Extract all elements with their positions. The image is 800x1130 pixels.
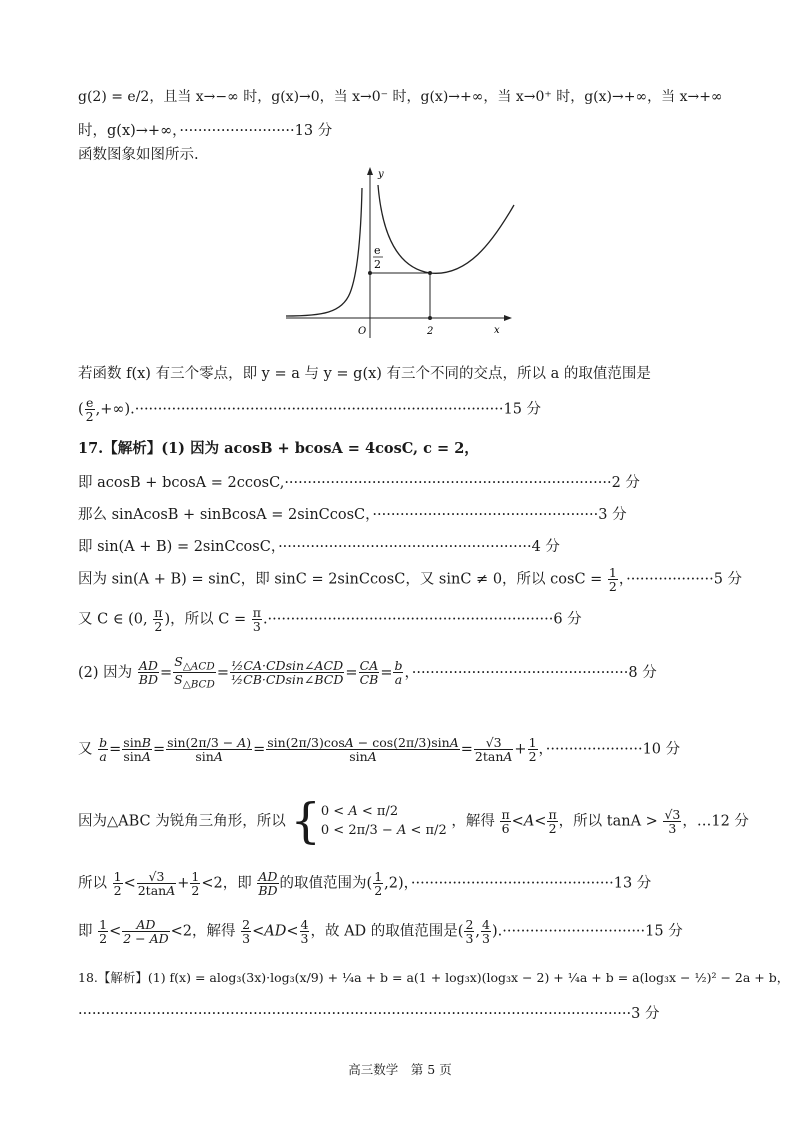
fraction-pi-2: $\frac{\pi}{2}$ [154,605,163,635]
text-line-5: ( $\frac{e}{2}$ ,+∞).················································································15 分 [78,395,542,425]
fraction-ad-bd-b: $\frac{AD}{BD}$ [258,869,278,899]
q18-heading: 18.【解析】(1) f(x) = alog₃(3x)·log₃(x/9) + ¼a + b = a(1 + log₃x)(log₃x − 2) + ¼a + b = a(log₃x − ½)² − 2a + b， [78,970,790,985]
q17-line-4-content: 即 sin(A + B) = 2sinCcosC， [78,539,279,555]
fraction-1-2c: $\frac{1}{2}$ [191,869,200,899]
fraction-ad-2-ad: $\frac{AD}{2 - AD}$ [123,917,169,947]
y-axis-label: y [378,169,384,180]
score-15b: 15 分 [645,923,683,940]
fraction-area-ratio: $\frac{S_{\triangle ACD}}{S_{\triangle BCD}}$ [174,654,215,691]
q17-line-3-content: 那么 sinAcosB + sinBcosA = 2sinCcosC， [78,507,373,523]
q17-part-2: (2) 因为 $\frac{AD}{BD}$ = $\frac{S_{\triangle ACD}}{S_{\triangle BCD}}$ = $\frac{\text{½CA·CDsin∠ACD}}{\text{½CB·CDsin∠BCD}}$ = $\frac{CA}{CB}$ = $\frac{b}{a}$ ，···············································8 分 [78,654,657,691]
q17-line-9-part-b: ，解得 [451,813,495,830]
x-tick-label: 2 [427,326,434,337]
leader-dots: ························································································································ [78,1006,632,1022]
q17-line-10-part-a: 所以 [78,875,107,892]
fraction-4-3: $\frac{4}{3}$ [300,917,309,947]
min-point [428,271,432,275]
fraction-1-2d: $\frac{1}{2}$ [374,869,383,899]
score-4: 4 分 [531,539,560,555]
q17-line-10: 所以 $\frac{1}{2}$ < $\frac{√3}{2\tan A}$ + $\frac{1}{2}$ <2，即 $\frac{AD}{BD}$ 的取值范围为( $\frac{1}{2}$ ,2)，············································13 分 [78,869,652,899]
score-5: 5 分 [713,571,743,588]
curve-right-branch [378,185,514,273]
score-3: 3 分 [598,507,627,523]
fraction-1-2b: $\frac{1}{2}$ [113,869,122,899]
fraction-4-3b: $\frac{4}{3}$ [482,917,490,947]
score-15: 15 分 [503,401,542,418]
leader-dots: ····················· [545,741,643,758]
fraction-ad-bd: $\frac{AD}{BD}$ [138,658,158,688]
q17-line-6: 又 C ∈ (0, $\frac{\pi}{2}$ )，所以 C = $\frac{\pi}{3}$ .······························································6 分 [78,605,582,635]
q17-line-9-part-c: ，所以 tanA > [558,813,658,830]
origin-label: O [358,326,367,337]
y-axis-arrow-icon [367,167,373,175]
score-10: 10 分 [642,741,681,758]
q17-line-9-part-a: 因为△ABC 为锐角三角形，所以 [78,813,286,830]
q17-line-6-part-b: )，所以 C = [164,611,247,628]
leader-dots: ················································································ [134,401,504,418]
leader-dots: ··················· [626,571,714,588]
leader-dots: ······························································ [267,611,554,628]
q17-line-4 [78,535,560,556]
q17-line-11-part-a: 即 [78,923,93,940]
fraction-ca-cb: $\frac{CA}{CB}$ [359,658,379,688]
score-3b: 3 分 [631,1006,660,1022]
fraction-area-expression: $\frac{\text{½CA·CDsin∠ACD}}{\text{½CB·CDsin∠BCD}}$ [231,658,344,688]
e-over-2-num: e [374,244,381,257]
leader-dots: ················································· [372,507,599,523]
q17-line-11: 即 $\frac{1}{2}$ < $\frac{AD}{2 - AD}$ <2，解得 $\frac{2}{3}$ <AD< $\frac{4}{3}$ ，故 AD 的取值范围是( $\frac{2}{3}$ , $\frac{4}{3}$ ).·······························15 分 [78,917,683,947]
x-axis-arrow-icon [504,315,512,321]
fraction-pi-3: $\frac{\pi}{3}$ [252,605,261,635]
q17-heading: 17.【解析】(1) 因为 acosB + bcosA = 4cosC, c = 2， [78,440,479,457]
q17-line-6-part-a: 又 C ∈ (0, [78,611,148,628]
y-intercept-point [368,271,372,275]
score-13b: 13 分 [613,875,652,892]
fraction-sqrt3-3: $\frac{√3}{3}$ [664,806,681,837]
q17-line-10-part-c: 的取值范围为 [279,875,367,892]
leader-dots: ············································ [410,875,614,892]
curve-left-branch [286,188,362,316]
text-line-4: 若函数 f(x) 有三个零点，即 y = a 与 y = g(x) 有三个不同的交点，所以 a 的取值范围是 [78,366,651,382]
text-line-2-content: 时，g(x)→+∞， [78,123,180,139]
text-line-1: g(2) = e/2，且当 x→−∞ 时，g(x)→0，当 x→0⁻ 时，g(x)→+∞，当 x→0⁺ 时，g(x)→+∞，当 x→+∞ [78,89,723,105]
fraction-sin-2pi3-a: $\frac{\sin(2\pi/3 - A)}{\sin A}$ [167,735,252,765]
q17-line-11-part-c: ，故 AD 的取值范围是 [310,923,458,940]
text-line-3: 函数图象如图所示. [78,147,199,163]
fraction-1-2: $\frac{1}{2}$ [608,565,617,595]
leader-dots: ························· [179,123,295,139]
q17-line-5-content: 因为 sin(A + B) = sinC，即 sinC = 2sinCcosC，又 sinC ≠ 0，所以 cosC = [78,571,603,588]
fraction-sinb-sina: $\frac{\sin B}{\sin A}$ [123,735,151,765]
e-over-2-den: 2 [374,258,381,271]
q17-line-8: 又 $\frac{b}{a}$ = $\frac{\sin B}{\sin A}$ = $\frac{\sin(2\pi/3 - A)}{\sin A}$ = $\frac{\sin(2\pi/3)\cos A - \cos(2\pi/3)\sin A}{\sin A}$ = $\frac{√3}{2\tan A}$ + $\frac{1}{2}$ ，·····················10 分 [78,735,681,765]
brace-icon: { [290,793,321,849]
q17-part-2-label: (2) 因为 [78,664,133,681]
score-6: 6 分 [553,611,582,628]
fraction-expanded: $\frac{\sin(2\pi/3)\cos A - \cos(2\pi/3)\sin A}{\sin A}$ [267,735,459,765]
score-8: 8 分 [628,664,657,681]
fraction-b-a: $\frac{b}{a}$ [394,658,403,688]
leader-dots: ······················································· [278,539,532,555]
page-footer: 高三数学 第 5 页 [348,1062,452,1077]
q17-line-2-content: 即 acosB + bcosA = 2ccosC, [78,475,285,491]
q17-line-11-part-b: ，解得 [192,923,236,940]
fraction-pi-2b: $\frac{\pi}{2}$ [548,806,557,837]
function-graph [282,163,522,341]
leader-dots: ······························· [502,923,646,940]
fraction-e-2: $\frac{e}{2}$ [85,395,94,425]
leader-dots: ··············································· [411,664,629,681]
score-2: 2 分 [611,475,640,491]
fraction-b-a-2: $\frac{b}{a}$ [99,735,108,765]
q18-line-2 [78,1002,659,1023]
inequality-system: 0 < A < π/2 0 < 2π/3 − A < π/2 [320,803,447,838]
q17-line-2 [78,471,640,492]
x-tick-point [428,316,432,320]
fraction-pi-6: $\frac{\pi}{6}$ [501,806,510,837]
score-12: …12 分 [696,813,749,830]
fraction-2-3b: $\frac{2}{3}$ [465,917,474,947]
fraction-half: $\frac{1}{2}$ [528,735,537,765]
fraction-2-3: $\frac{2}{3}$ [242,917,251,947]
text-line-2 [78,119,332,140]
leader-dots: ······································································· [284,475,612,491]
fraction-sqrt3-2tana: $\frac{√3}{2\tan A}$ [474,735,513,765]
q17-line-5: 因为 sin(A + B) = sinC，即 sinC = 2sinCcosC，又 sinC ≠ 0，所以 cosC = $\frac{1}{2}$ ，···················5 分 [78,565,743,595]
x-axis-label: x [494,325,500,336]
q17-line-8-label: 又 [78,741,93,758]
fraction-sqrt3-2tana-b: $\frac{√3}{2\tan A}$ [137,869,176,899]
q17-line-9: 因为△ABC 为锐角三角形，所以 { 0 < A < π/2 0 < 2π/3 − A < π/2 ，解得 $\frac{\pi}{6}$ <A< $\frac{\pi}{2}$ ，所以 tanA > $\frac{√3}{3}$ ，…12 分 [78,793,749,849]
q17-line-10-part-b: ，即 [222,875,252,892]
score-13: 13 分 [294,123,333,139]
fraction-1-2e: $\frac{1}{2}$ [99,917,108,947]
q17-line-3 [78,503,627,524]
